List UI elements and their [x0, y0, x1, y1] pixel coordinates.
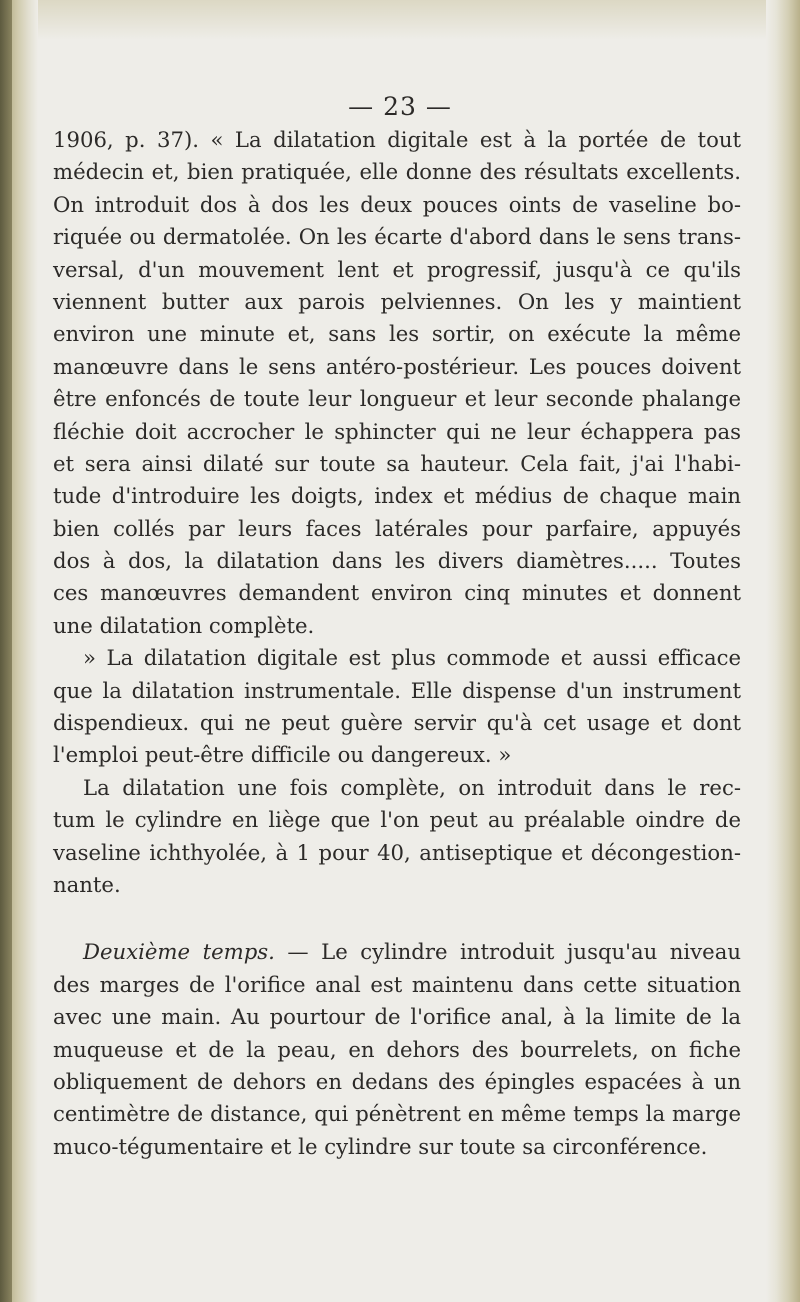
text-line: viennent butter aux parois pelviennes. On les y maintient — [53, 288, 741, 314]
text-line: médecin et, bien pratiquée, elle donne des résultats excellents. — [53, 159, 741, 185]
paragraph-4 — [53, 936, 741, 968]
text-line: On introduit dos à dos les deux pouces oints de vaseline bo- — [53, 191, 741, 217]
page-top-shadow — [0, 0, 800, 40]
paragraph-3-continued — [53, 804, 741, 901]
text-line: tum le cylindre en liège que l'on peut au préalable oindre de — [53, 807, 741, 833]
text-line: tude d'introduire les doigts, index et médius de chaque main — [53, 483, 741, 509]
paragraph-2-continued — [53, 675, 741, 772]
text-line: dos à dos, la dilatation dans les divers diamètres..... Toutes — [53, 548, 741, 574]
text-line: muco-tégumentaire et le cylindre sur toute sa circonférence. — [53, 1133, 708, 1159]
text-line: que la dilatation instrumentale. Elle dispense d'un instrument — [53, 677, 741, 703]
text-line: La dilatation une fois complète, on introduit dans le rec- — [83, 774, 741, 800]
page-right-edge-shadow — [766, 0, 800, 1302]
text-line: 1906, p. 37). « La dilatation digitale est à la portée de tout — [53, 127, 741, 152]
text-line: obliquement de dehors en dedans des épingles espacées à un — [53, 1068, 741, 1094]
text-line: fléchie doit accrocher le sphincter qui ne leur échappera pas — [53, 418, 741, 444]
text-line: bien collés par leurs faces latérales pour parfaire, appuyés — [53, 515, 741, 541]
section-heading: Deuxième temps. — [83, 939, 275, 965]
page-number: — 23 — — [348, 92, 452, 121]
text-line: versal, d'un mouvement lent et progressif, jusqu'à ce qu'ils — [53, 256, 741, 282]
text-line: vaseline ichthyolée, à 1 pour 40, antiseptique et décongestion- — [53, 839, 741, 865]
paragraph-1 — [53, 124, 741, 642]
text-line — [83, 936, 741, 968]
body-text — [53, 124, 741, 1163]
text-line: riquée ou dermatolée. On les écarte d'abord dans le sens trans- — [53, 224, 741, 250]
text-line: manœuvre dans le sens antéro-postérieur. Les pouces doivent — [53, 353, 741, 379]
text-line: des marges de l'orifice anal est maintenu dans cette situation — [53, 971, 741, 997]
text-line: être enfoncés de toute leur longueur et leur seconde phalange — [53, 386, 741, 412]
paragraph-3 — [53, 772, 741, 804]
text-line: avec une main. Au pourtour de l'orifice anal, à la limite de la — [53, 1004, 741, 1030]
text-line: dispendieux. qui ne peut guère servir qu'à cet usage et dont — [53, 710, 741, 736]
book-binding-edge — [0, 0, 12, 1302]
text-line: » La dilatation digitale est plus commode et aussi efficace — [83, 645, 741, 671]
text-line: l'emploi peut-être difficile ou dangereux. » — [53, 742, 512, 768]
text-line: une dilatation complète. — [53, 612, 315, 638]
text-line: nante. — [53, 871, 121, 897]
text-segment: — Le cylindre introduit jusqu'au niveau — [274, 939, 741, 965]
section-gap — [53, 901, 741, 936]
text-line: environ une minute et, sans les sortir, on exécute la même — [53, 321, 741, 347]
text-line: muqueuse et de la peau, en dehors des bourrelets, on fiche — [53, 1036, 741, 1062]
text-line: et sera ainsi dilaté sur toute sa hauteur. Cela fait, j'ai l'habi- — [53, 450, 741, 476]
text-line: centimètre de distance, qui pénètrent en même temps la marge — [53, 1101, 741, 1127]
text-line: ces manœuvres demandent environ cinq minutes et donnent — [53, 580, 741, 606]
paragraph-2 — [53, 642, 741, 674]
paragraph-4-continued — [53, 969, 741, 1163]
